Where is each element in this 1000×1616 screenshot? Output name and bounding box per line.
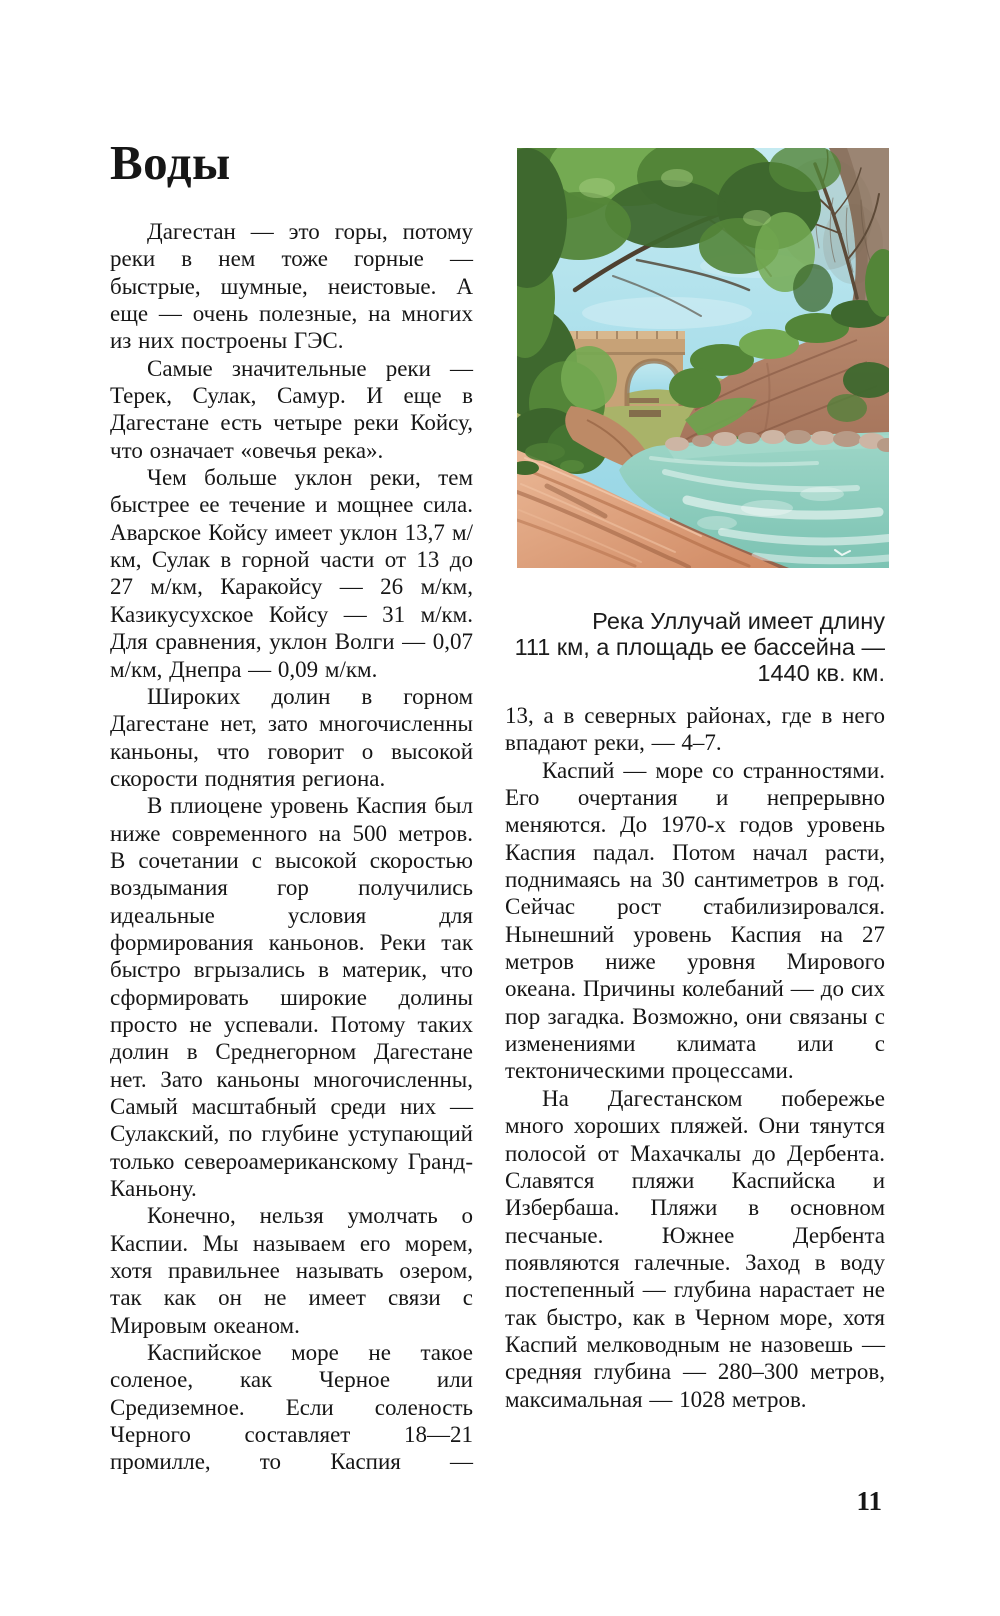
paragraph: Конечно, нельзя умолчать о Каспии. Мы называем его морем, хотя правильнее называть озером, так как он не имеет связи с Мировым океаном. xyxy=(110,1203,473,1338)
page-number: 11 xyxy=(856,1486,882,1516)
paragraph: Каспий — море со странностями. Его очертания и непрерывно меняются. До 1970-х годов уровень Каспия падал. Потом начал расти, поднимаясь на 30 сантиметров в год. Сейчас рост стабилизировался. Нынешний уровень Каспия на 27 метров ниже уровня Мирового океана. Причины колебаний — до сих пор загадка. Возможно, они связаны с изменениями климата или с тектоническими процессами. xyxy=(505,757,885,1084)
page-title: Воды xyxy=(110,135,231,190)
photo-caption-line: 111 км, а площадь ее бассейна — xyxy=(514,634,885,660)
paragraph: В плиоцене уровень Каспия был ниже современного на 500 метров. В сочетании с высокой скоростью воздымания гор получились идеальные условия для формирования каньонов. Реки так быстро вгрызались в материк, что сформировать широкие долины просто не успевали. Потому таких долин в Среднегорном Дагестане нет. Зато каньоны многочисленны, Самый масштабный среди них — Сулакский, по глубине уступающий только североамериканскому Гранд-Каньону. xyxy=(110,793,473,1202)
photo-caption-line: Река Уллучай имеет длину xyxy=(592,608,885,634)
paragraph: Каспийское море не такое соленое, как Черное или Средиземное. Если соленость Черного составляет 18—21 промилле, то Каспия — xyxy=(110,1340,473,1475)
right-column-text xyxy=(505,702,885,1413)
right-column xyxy=(505,148,885,1413)
paragraph: Самые значительные реки — Терек, Сулак, Самур. И еще в Дагестане есть четыре реки Койсу, что означает «овечья река». xyxy=(110,355,473,463)
paragraph: Дагестан — это горы, потому реки в нем тоже горные — быстрые, шумные, неистовые. А еще — очень полезные, на многих из них построены ГЭС. xyxy=(110,219,473,354)
paragraph: Чем больше уклон реки, тем быстрее ее течение и мощнее сила. Аварское Койсу имеет уклон 13,7 м/км, Сулак в горной части от 13 до 27 м/км, Каракойсу — 26 м/км, Казикусухское Койсу — 31 м/км. Для сравнения, уклон Волги — 0,07 м/км, Днепра — 0,09 м/км. xyxy=(110,465,473,682)
paragraph: 13, а в северных районах, где в него впадают реки, — 4–7. xyxy=(505,703,885,756)
paragraph: Широких долин в горном Дагестане нет, зато многочисленны каньоны, что говорит о высокой скорости поднятия региона. xyxy=(110,683,473,791)
left-column xyxy=(110,218,473,1476)
paragraph: На Дагестанском побережье много хороших пляжей. Они тянутся полосой от Махачкалы до Дербента. Славятся пляжи Каспийска и Избербаша. Пляжи в основном песчаные. Южнее Дербента появляются галечные. Заход в воду постепенный — глубина нарастает не так быстро, как в Черном море, хотя Каспий мелководным не назовешь — средняя глубина — 280–300 метров, максимальная — 1028 метров. xyxy=(505,1085,885,1412)
river-canyon-photo xyxy=(517,148,889,568)
photo-caption xyxy=(505,608,885,686)
river-photo-figure xyxy=(505,148,885,686)
photo-caption-line: 1440 кв. км. xyxy=(757,660,885,686)
